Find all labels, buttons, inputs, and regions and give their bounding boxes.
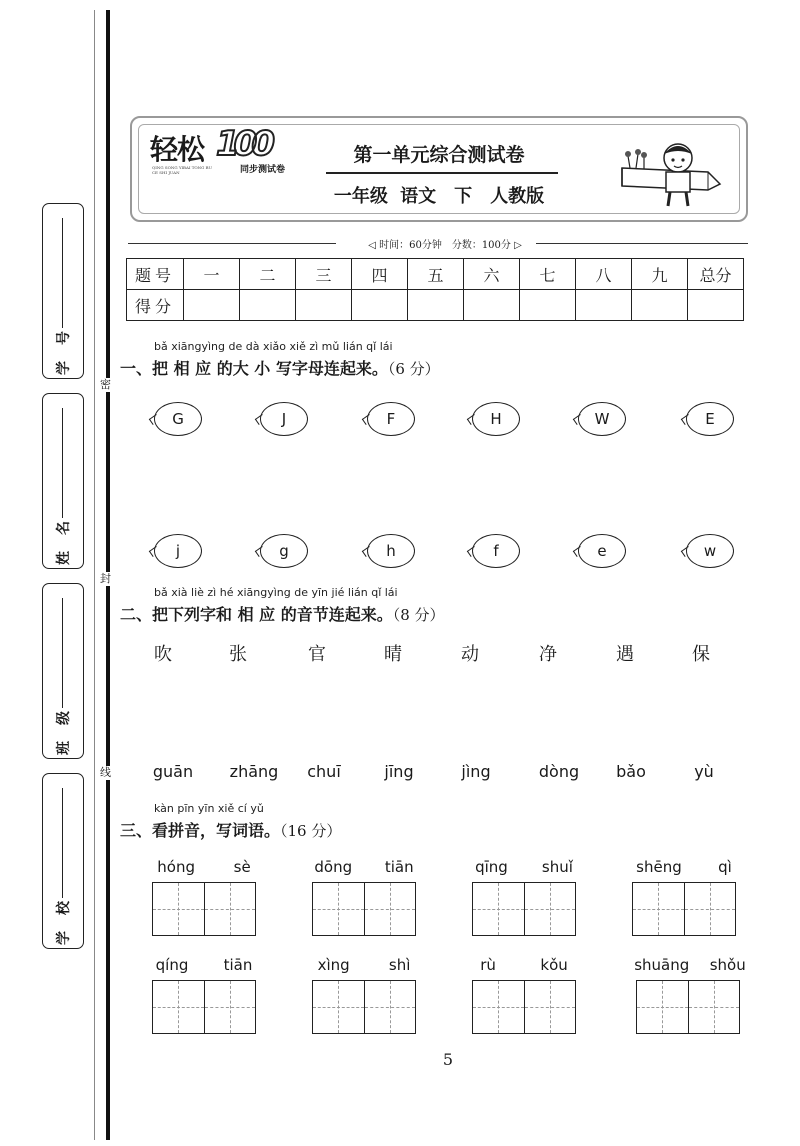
uppercase-letter-oval[interactable]: E [686, 402, 734, 436]
tian-cell[interactable] [364, 981, 416, 1033]
student-name-label: 名 姓 [56, 521, 72, 565]
page-subtitle: 一年级 语文 下 人教版 [333, 186, 545, 207]
syllable-item[interactable]: bǎo [616, 762, 646, 781]
student-name-field[interactable] [42, 393, 84, 569]
score-col-6: 六 [464, 259, 520, 290]
tian-grid[interactable] [636, 980, 740, 1034]
exam-info: ◁ 时间：60分钟 分数：100分 ▷ [368, 240, 522, 251]
title-divider [326, 172, 558, 174]
character-item[interactable]: 晴 [384, 644, 402, 665]
tian-grid[interactable] [152, 980, 256, 1034]
tian-cell[interactable] [313, 981, 364, 1033]
word-pinyin: qíng tiān [155, 956, 253, 974]
student-number-label: 号 学 [56, 331, 72, 375]
tian-grid[interactable] [472, 980, 576, 1034]
lowercase-letter-oval[interactable]: j [154, 534, 202, 568]
score-col-7: 七 [520, 259, 576, 290]
score-table-header-label: 题号 [127, 259, 184, 290]
page-number: 5 [442, 1050, 454, 1069]
tian-cell[interactable] [153, 883, 204, 935]
character-item[interactable]: 保 [692, 644, 710, 665]
word-pinyin: dōng tiān [314, 858, 414, 876]
uppercase-letter-oval[interactable]: H [472, 402, 520, 436]
uppercase-letter-oval[interactable]: W [578, 402, 626, 436]
character-item[interactable]: 吹 [154, 644, 172, 665]
score-table-score-label: 得分 [127, 290, 184, 321]
field-underline [62, 788, 63, 898]
score-cell[interactable] [464, 290, 520, 321]
tian-cell[interactable] [473, 883, 524, 935]
tian-cell[interactable] [313, 883, 364, 935]
tian-cell[interactable] [204, 981, 256, 1033]
time-rule-left [128, 243, 336, 244]
word-pinyin: hóng sè [157, 858, 251, 876]
score-cell[interactable] [352, 290, 408, 321]
tian-grid[interactable] [632, 882, 736, 936]
tian-cell[interactable] [153, 981, 204, 1033]
tian-cell[interactable] [524, 883, 576, 935]
tian-cell[interactable] [688, 981, 740, 1033]
class-label: 级 班 [56, 711, 72, 755]
syllable-item[interactable]: jìng [461, 762, 491, 781]
student-number-field[interactable] [42, 203, 84, 379]
seal-char-xian: 线 [100, 766, 111, 779]
lowercase-letter-oval[interactable]: h [367, 534, 415, 568]
score-cell[interactable] [576, 290, 632, 321]
score-cell[interactable] [184, 290, 240, 321]
tian-cell[interactable] [204, 883, 256, 935]
score-cell[interactable] [296, 290, 352, 321]
score-col-2: 二 [240, 259, 296, 290]
logo-text: 轻松 [150, 133, 205, 166]
word-pinyin: rù kǒu [480, 956, 568, 974]
score-col-9: 九 [632, 259, 688, 290]
character-item[interactable]: 张 [229, 644, 247, 665]
class-field[interactable] [42, 583, 84, 759]
section3-pinyin: kàn pīn yīn xiě cí yǔ [154, 802, 264, 815]
syllable-item[interactable]: dòng [538, 762, 580, 781]
word-pinyin: shuāng shǒu [634, 956, 746, 974]
tian-cell[interactable] [524, 981, 576, 1033]
score-col-8: 八 [576, 259, 632, 290]
syllable-item[interactable]: chuī [307, 762, 341, 781]
section2-pinyin: bǎ xià liè zì hé xiāngyìng de yīn jié lián qǐ lái [154, 586, 398, 599]
school-field[interactable] [42, 773, 84, 949]
tian-cell[interactable] [364, 883, 416, 935]
word-pinyin: qīng shuǐ [475, 858, 573, 876]
boy-with-pen-icon [616, 138, 726, 210]
score-cell[interactable] [520, 290, 576, 321]
character-item[interactable]: 官 [308, 644, 326, 665]
seal-char-mi: 密 [100, 378, 111, 391]
tian-grid[interactable] [312, 882, 416, 936]
word-pinyin: shēng qì [636, 858, 732, 876]
lowercase-letter-oval[interactable]: e [578, 534, 626, 568]
score-table-score-row [127, 290, 744, 321]
tian-grid[interactable] [312, 980, 416, 1034]
syllable-item[interactable]: jīng [384, 762, 414, 781]
section2-title: 二、把下列字和 相 应 的音节连起来。（8 分） [120, 605, 445, 624]
syllable-item[interactable]: guān [152, 762, 194, 781]
lowercase-letter-oval[interactable]: f [472, 534, 520, 568]
score-cell[interactable] [632, 290, 688, 321]
uppercase-letter-oval[interactable]: G [154, 402, 202, 436]
score-col-1: 一 [184, 259, 240, 290]
character-item[interactable]: 动 [461, 644, 479, 665]
score-table [126, 258, 744, 321]
score-cell[interactable] [240, 290, 296, 321]
section1-pinyin: bǎ xiāngyìng de dà xiǎo xiě zì mǔ lián qǐ lái [154, 340, 393, 353]
seal-char-feng: 封 [100, 572, 111, 585]
section1-title: 一、把 相 应 的大 小 写字母连起来。（6 分） [120, 359, 440, 378]
time-rule-right [536, 243, 748, 244]
uppercase-letter-oval[interactable]: F [367, 402, 415, 436]
score-cell[interactable] [408, 290, 464, 321]
syllable-item[interactable]: yù [694, 762, 714, 781]
score-col-4: 四 [352, 259, 408, 290]
exam-header [130, 116, 748, 222]
score-table-header-row [127, 259, 744, 290]
score-col-5: 五 [408, 259, 464, 290]
score-col-3: 三 [296, 259, 352, 290]
field-underline [62, 598, 63, 708]
lowercase-letter-oval[interactable]: g [260, 534, 308, 568]
page-title: 第一单元综合测试卷 [353, 144, 525, 166]
character-item[interactable]: 净 [539, 644, 557, 665]
section3-title: 三、看拼音，写词语。（16 分） [120, 821, 342, 840]
character-item[interactable]: 遇 [616, 644, 634, 665]
logo-subtitle: 同步测试卷 [240, 165, 286, 175]
field-underline [62, 408, 63, 518]
tian-cell[interactable] [637, 981, 688, 1033]
uppercase-letter-oval[interactable]: J [260, 402, 308, 436]
binding-thin-line [94, 10, 95, 1140]
tian-cell[interactable] [473, 981, 524, 1033]
tian-grid[interactable] [152, 882, 256, 936]
field-underline [62, 218, 63, 328]
tian-cell[interactable] [633, 883, 684, 935]
syllable-item[interactable]: zhāng [229, 762, 279, 781]
lowercase-letter-oval[interactable]: w [686, 534, 734, 568]
logo-small-print: QING SONG YIBAI TONG BU CE SHI JUAN [152, 165, 212, 175]
score-cell[interactable] [688, 290, 744, 321]
score-col-total: 总分 [688, 259, 744, 290]
school-label: 校 学 [56, 901, 72, 945]
logo-number: 100 [216, 124, 269, 164]
word-pinyin: xìng shì [317, 956, 411, 974]
tian-grid[interactable] [472, 882, 576, 936]
tian-cell[interactable] [684, 883, 736, 935]
